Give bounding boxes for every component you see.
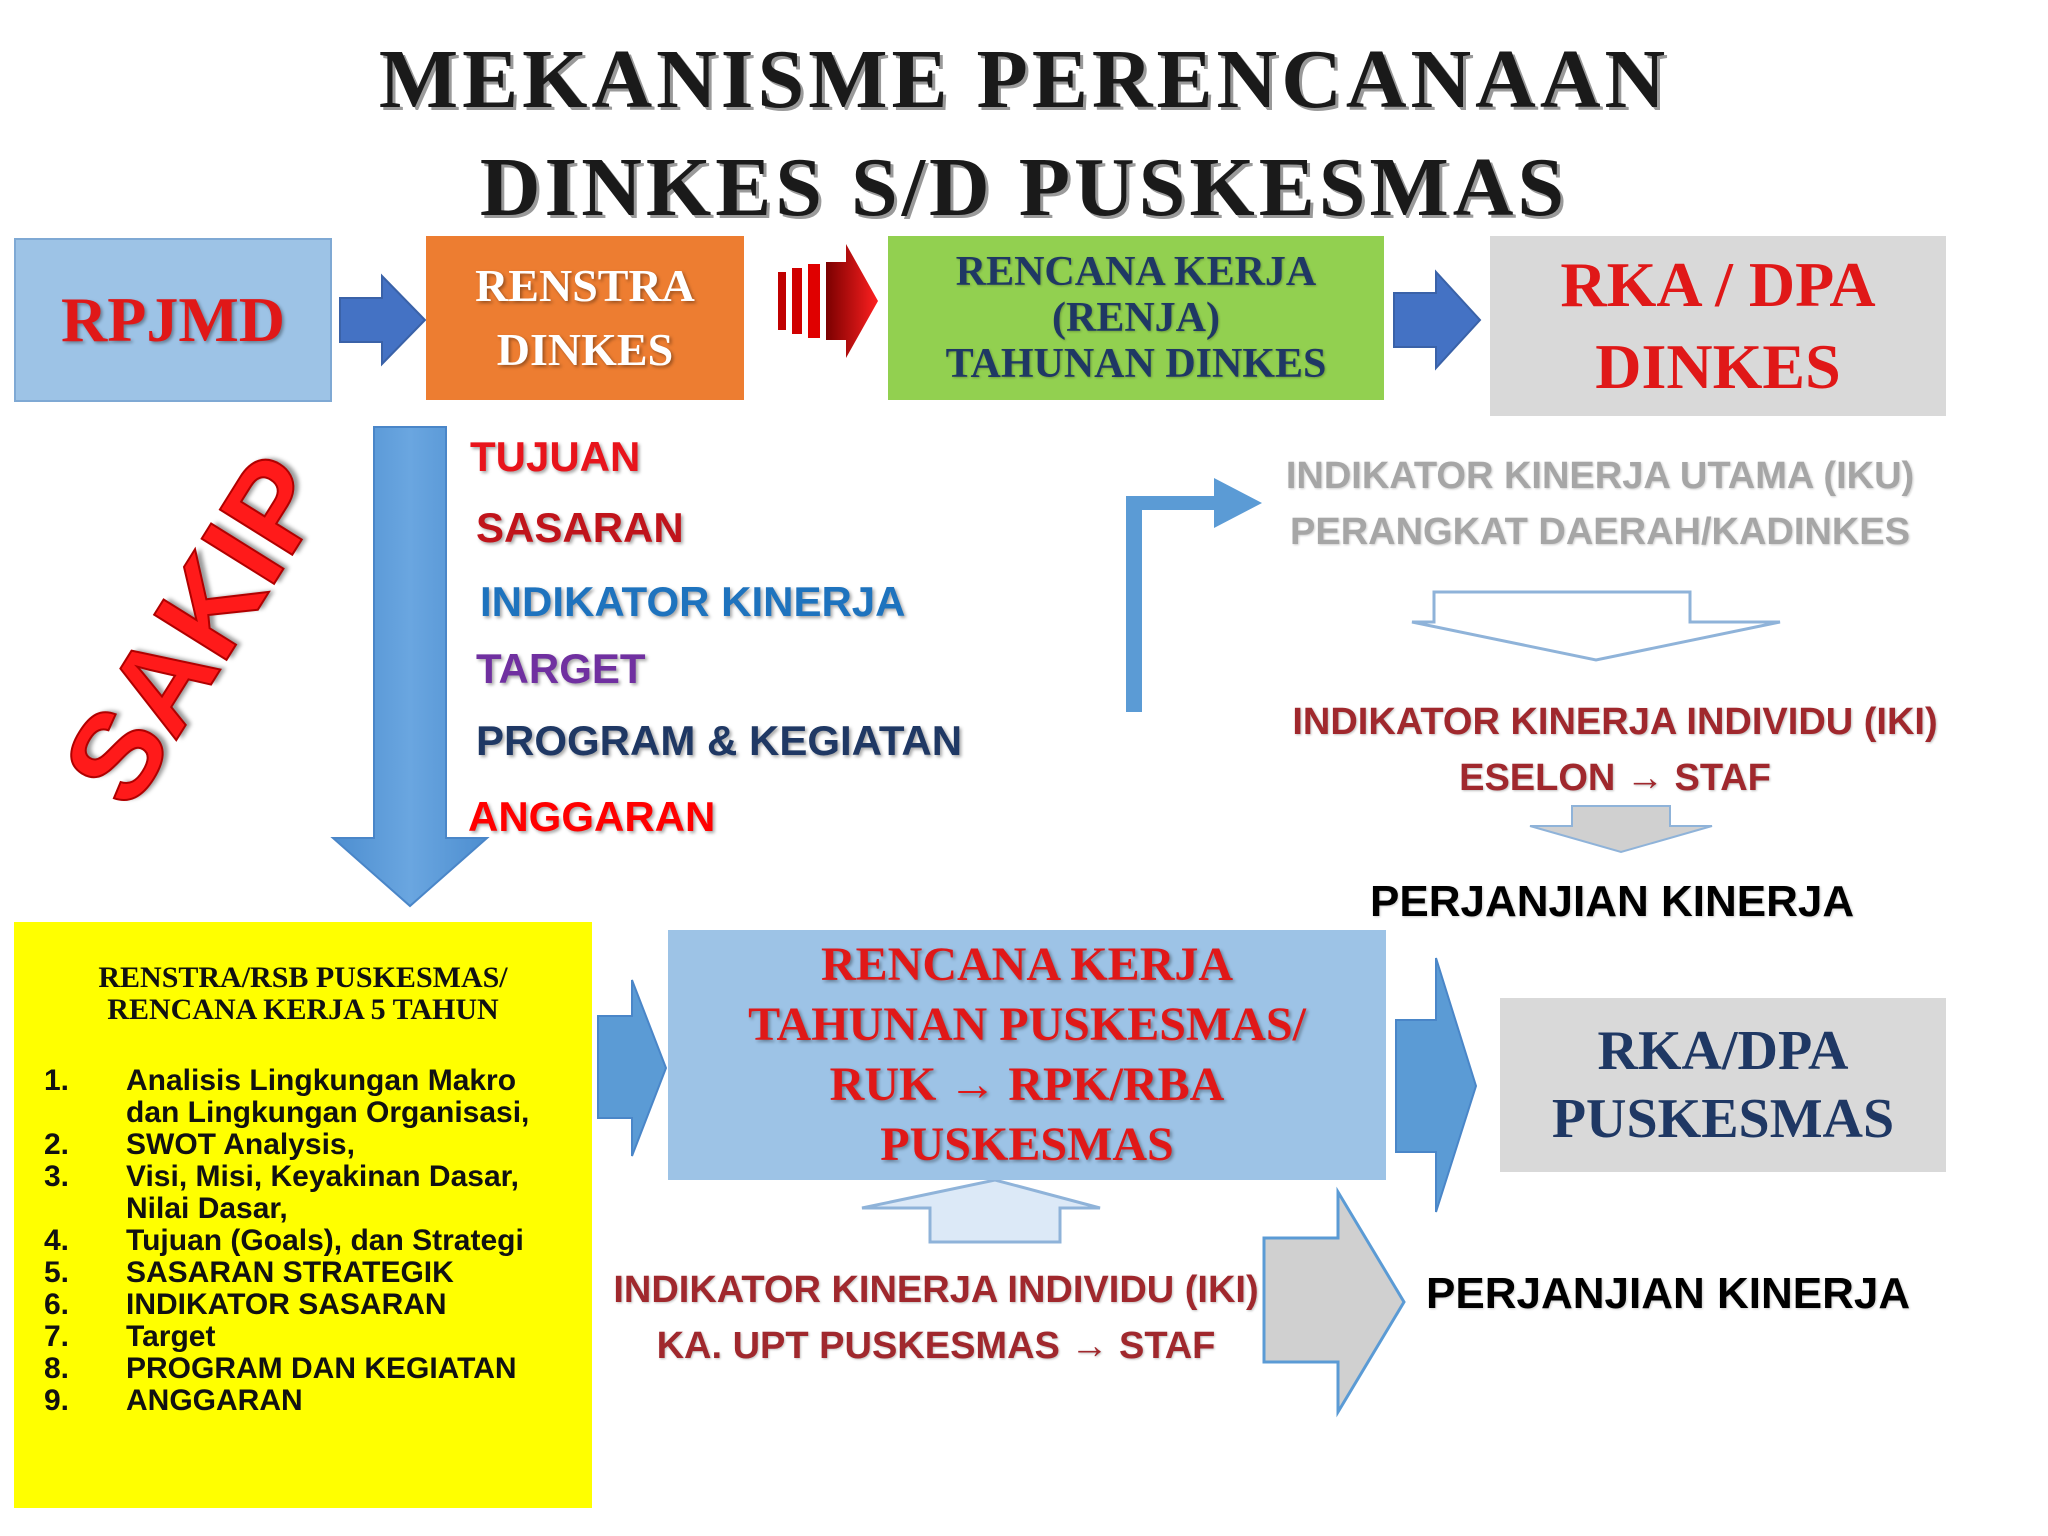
iki-puskesmas-line-1: INDIKATOR KINERJA INDIVIDU (IKI) bbox=[613, 1269, 1259, 1311]
arrow-renja-rka bbox=[1394, 272, 1480, 368]
renstra-dinkes-line-2: DINKES bbox=[496, 324, 674, 375]
arrow-renstra-rkpusk bbox=[598, 980, 666, 1156]
rk-puskesmas-line-1: RENCANA KERJA bbox=[820, 938, 1234, 991]
element-anggaran: ANGGARAN bbox=[468, 793, 716, 840]
title-line-1: MEKANISME PERENCANAAN bbox=[378, 33, 1670, 126]
renja-line-1: RENCANA KERJA bbox=[955, 249, 1317, 295]
arrow-rpjmd-renstra bbox=[340, 276, 425, 364]
perjanjian-kinerja-dinkes: PERJANJIAN KINERJA bbox=[1370, 877, 1855, 926]
renstra-puskesmas-box bbox=[14, 922, 592, 1508]
element-program-kegiatan: PROGRAM & KEGIATAN bbox=[476, 717, 963, 764]
title-line-2: DINKES S/D PUSKESMAS bbox=[479, 141, 1569, 234]
list-item: 2. SWOT Analysis, bbox=[44, 1128, 355, 1161]
element-sasaran: SASARAN bbox=[476, 504, 684, 551]
list-item: 7. Target bbox=[44, 1320, 216, 1353]
sakip-label: SAKIP bbox=[36, 432, 355, 828]
rka-dinkes-line-2: DINKES bbox=[1595, 331, 1841, 402]
list-item: 3. Visi, Misi, Keyakinan Dasar, bbox=[44, 1160, 519, 1193]
renstra-dinkes-line-1: RENSTRA bbox=[475, 260, 695, 311]
iki-dinkes-line-2: ESELON → STAF bbox=[1459, 757, 1771, 799]
list-item: 6. INDIKATOR SASARAN bbox=[44, 1288, 447, 1321]
rka-puskesmas-line-2: PUSKESMAS bbox=[1551, 1088, 1895, 1150]
arrow-iku-iki bbox=[1412, 592, 1780, 660]
arrow-iki-perjanjian-pusk bbox=[1264, 1192, 1404, 1412]
arrow-iki-perjanjian bbox=[1530, 806, 1712, 852]
rka-dinkes-box bbox=[1490, 236, 1946, 416]
iku-text bbox=[1250, 448, 1950, 560]
iki-puskesmas-line-2: KA. UPT PUSKESMAS → STAF bbox=[656, 1325, 1216, 1367]
list-item: 1. Analisis Lingkungan Makro bbox=[44, 1064, 517, 1097]
renstra-puskesmas-title-2: RENCANA KERJA 5 TAHUN bbox=[107, 993, 499, 1026]
iki-dinkes-text bbox=[1270, 694, 1960, 806]
list-item: 5. SASARAN STRATEGIK bbox=[44, 1256, 454, 1289]
element-indikator-kinerja: INDIKATOR KINERJA bbox=[480, 578, 906, 625]
rka-puskesmas-box bbox=[1500, 998, 1946, 1172]
renja-line-3: TAHUNAN DINKES bbox=[945, 341, 1327, 387]
list-item: 9. ANGGARAN bbox=[44, 1384, 303, 1417]
list-item: 8. PROGRAM DAN KEGIATAN bbox=[44, 1352, 517, 1385]
list-item-continuation: Nilai Dasar, bbox=[126, 1192, 288, 1225]
list-item: 4. Tujuan (Goals), dan Strategi bbox=[44, 1224, 524, 1257]
iki-dinkes-line-1: INDIKATOR KINERJA INDIVIDU (IKI) bbox=[1292, 701, 1938, 743]
iku-line-1: INDIKATOR KINERJA UTAMA (IKU) bbox=[1285, 455, 1915, 497]
iki-puskesmas-text bbox=[596, 1262, 1276, 1374]
rpjmd-label: RPJMD bbox=[61, 284, 285, 355]
perjanjian-kinerja-puskesmas: PERJANJIAN KINERJA bbox=[1426, 1269, 1911, 1318]
rk-puskesmas-line-3: RUK → RPK/RBA bbox=[829, 1058, 1225, 1111]
renstra-dinkes-box bbox=[426, 236, 744, 400]
rka-dinkes-line-1: RKA / DPA bbox=[1560, 249, 1876, 320]
rk-puskesmas-line-4: PUSKESMAS bbox=[880, 1118, 1174, 1171]
renja-line-2: (RENJA) bbox=[1052, 295, 1220, 341]
arrow-rkpusk-rka bbox=[1396, 958, 1476, 1212]
renja-box bbox=[888, 236, 1384, 400]
rka-puskesmas-line-1: RKA/DPA bbox=[1597, 1020, 1849, 1082]
rk-puskesmas-line-2: TAHUNAN PUSKESMAS/ bbox=[748, 998, 1306, 1051]
list-item-continuation: dan Lingkungan Organisasi, bbox=[126, 1096, 530, 1129]
rpjmd-box bbox=[14, 238, 332, 402]
arrow-bent-iku bbox=[1126, 478, 1262, 712]
rk-puskesmas-box bbox=[668, 930, 1386, 1180]
iku-line-2: PERANGKAT DAERAH/KADINKES bbox=[1290, 511, 1910, 553]
arrow-iki-rkpusk bbox=[862, 1180, 1100, 1242]
renstra-puskesmas-title-1: RENSTRA/RSB PUSKESMAS/ bbox=[98, 961, 508, 994]
element-target: TARGET bbox=[476, 645, 646, 692]
renstra-puskesmas-title bbox=[14, 962, 592, 1026]
element-tujuan: TUJUAN bbox=[470, 433, 641, 480]
arrow-main-down bbox=[333, 427, 487, 906]
arrow-renstra-renja bbox=[778, 244, 878, 358]
